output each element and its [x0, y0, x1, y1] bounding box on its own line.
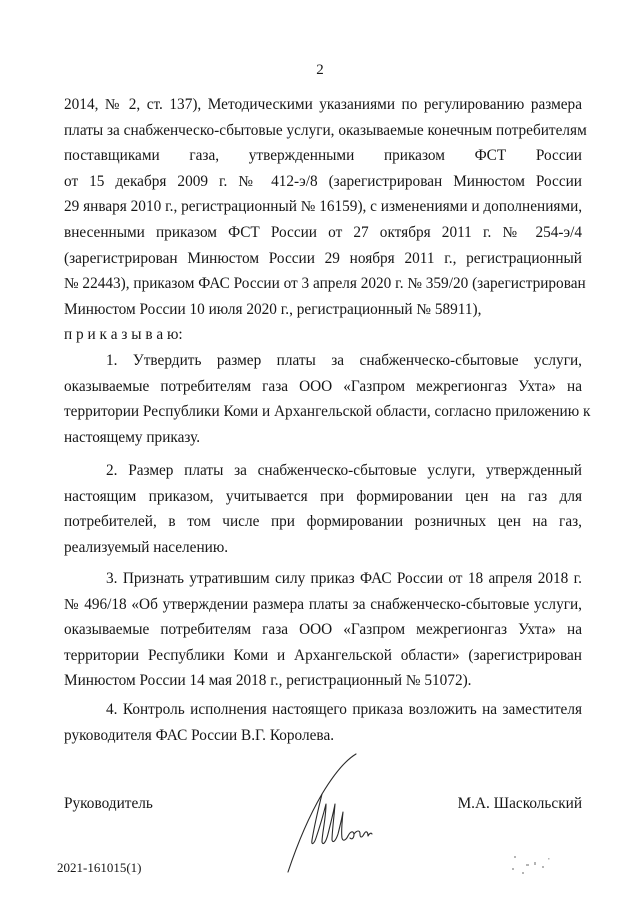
text-line: настоящим приказом, учитывается при формировании цен на газ для — [64, 487, 582, 505]
text-line: Минюстом России 10 июля 2020 г., регистрационный № 58911), — [64, 300, 482, 318]
text-line: руководителя ФАС России В.Г. Королева. — [64, 726, 335, 744]
text-line: Минюстом России 14 мая 2018 г., регистрационный № 51072). — [64, 672, 472, 690]
page-number: 2 — [316, 62, 324, 78]
text-line: внесенными приказом ФСТ России от 27 октября 2011 г. № 254-э/4 — [64, 223, 582, 241]
text-line: оказываемые потребителям газа ООО «Газпром межрегионгаз Ухта» на — [64, 621, 582, 639]
text-line: 2014, № 2, ст. 137), Методическими указаниями по регулированию размера — [64, 96, 582, 113]
text-line: 2. Размер платы за снабженческо-сбытовые услуги, утвержденный — [106, 462, 582, 479]
intro-paragraph — [64, 92, 587, 348]
text-line: территории Республики Коми и Архангельской области, согласно приложению к — [64, 403, 591, 421]
text-line: 1. Утвердить размер платы за снабженческо-сбытовые услуги, — [106, 352, 582, 369]
item-2-paragraph — [64, 458, 582, 560]
text-line: настоящему приказу. — [64, 428, 201, 446]
item-3-paragraph — [64, 566, 582, 694]
handwritten-signature — [282, 748, 382, 876]
text-line: № 22443), приказом ФАС России от 3 апреля 2020 г. № 359/20 (зарегистрирован — [64, 275, 586, 293]
text-line: платы за снабженческо-сбытовые услуги, оказываемые конечным потребителям — [64, 121, 587, 139]
order-word: п р и к а з ы в а ю: — [64, 326, 183, 344]
stamp-marks — [508, 852, 558, 882]
text-line: реализуемый населению. — [64, 538, 229, 556]
item-4-paragraph — [64, 697, 582, 748]
text-line: территории Республики Коми и Архангельской области» (зарегистрирован — [64, 646, 582, 664]
text-line: оказываемые потребителям газа ООО «Газпром межрегионгаз Ухта» на — [64, 377, 582, 395]
text-line: от 15 декабря 2009 г. № 412-э/8 (зарегистрирован Минюстом России — [64, 172, 582, 190]
signatory-name: М.А. Шаскольский — [457, 795, 582, 812]
text-line: потребителей, в том числе при формировании розничных цен на газ, — [64, 513, 582, 531]
text-line: 4. Контроль исполнения настоящего приказа возложить на заместителя — [106, 701, 582, 718]
signatory-title: Руководитель — [64, 795, 153, 812]
text-line: 3. Признать утратившим силу приказ ФАС России от 18 апреля 2018 г. — [106, 570, 582, 587]
text-line: 29 января 2010 г., регистрационный № 16159), с изменениями и дополнениями, — [64, 198, 583, 216]
text-line: № 496/18 «Об утверждении размера платы за снабженческо-сбытовые услуги, — [64, 595, 582, 613]
text-line: (зарегистрирован Минюстом России 29 ноября 2011 г., регистрационный — [64, 249, 582, 267]
document-code: 2021-161015(1) — [57, 860, 142, 875]
text-line: поставщиками газа, утвержденными приказом ФСТ России — [64, 147, 582, 165]
item-1-paragraph — [64, 348, 591, 450]
